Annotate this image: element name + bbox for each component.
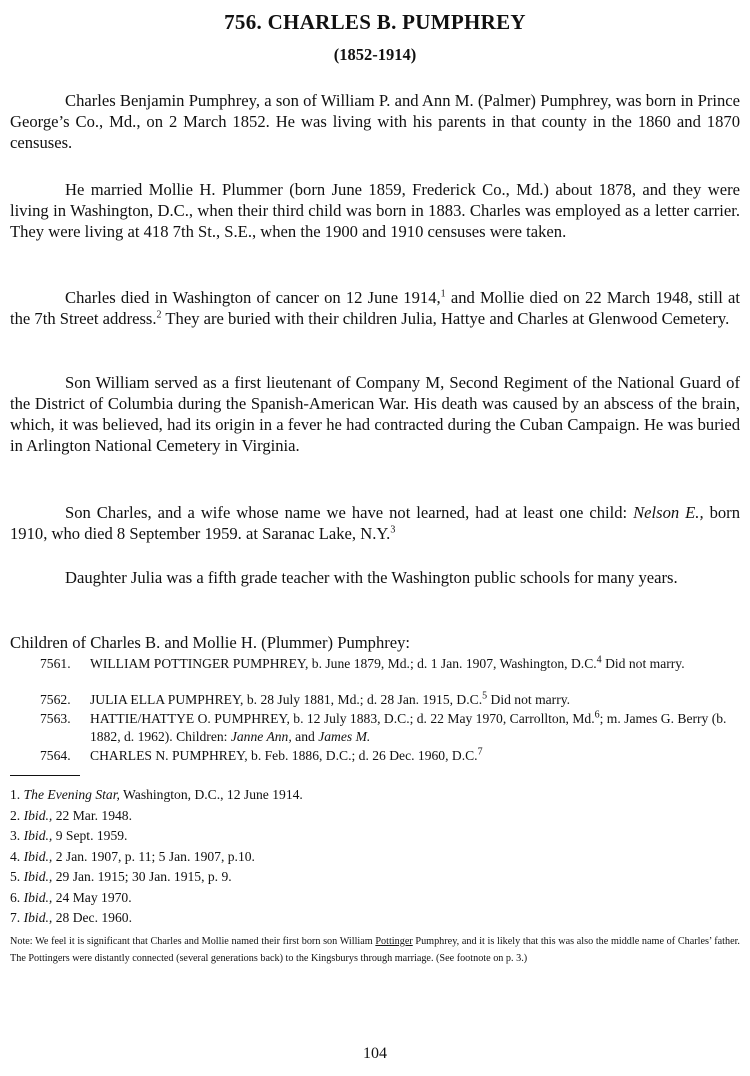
paragraph-death xyxy=(10,287,740,329)
paragraph-text: born 1910, who died 8 September 1959. at Saranac Lake, N.Y. xyxy=(10,503,740,543)
footnote-text: 22 Mar. 1948. xyxy=(52,807,132,823)
paragraph-text: They are buried with their children Julia, Hattye and Charles at Glenwood Cemetery. xyxy=(161,309,730,328)
page-title: 756. CHARLES B. PUMPHREY xyxy=(224,10,526,34)
paragraph-son-charles xyxy=(10,502,740,544)
note-emphasis: Pottinger xyxy=(375,936,413,947)
footnote-text: Washington, D.C., 12 June 1914. xyxy=(119,787,303,802)
grandchild-name: Janne Ann, xyxy=(230,729,292,744)
child-details: CHARLES N. PUMPHREY, b. Feb. 1886, D.C.; d. 26 Dec. 1960, D.C. xyxy=(90,748,478,763)
child-text xyxy=(90,655,740,673)
child-details: and xyxy=(291,729,319,744)
footnote-ref: 2 xyxy=(156,309,162,321)
grandchild-name: James M. xyxy=(318,729,371,744)
footnote xyxy=(10,847,710,868)
paragraph-birth xyxy=(10,90,740,153)
child-text xyxy=(90,747,740,765)
footnote-number: 4. xyxy=(10,848,21,864)
child-entry xyxy=(40,710,740,746)
child-details: Did not marry. xyxy=(487,692,571,707)
footnote-ref: 7 xyxy=(477,746,483,758)
footnote-number: 5. xyxy=(10,869,21,884)
paragraph-son-william xyxy=(10,372,740,456)
footnote-ref: 5 xyxy=(482,690,488,702)
footnote-source: Ibid., xyxy=(23,889,53,905)
footnote-text: 29 Jan. 1915; 30 Jan. 1915, p. 9. xyxy=(52,869,232,884)
child-number: 7563. xyxy=(40,711,71,726)
footnote-text: 24 May 1970. xyxy=(52,889,132,905)
paragraph-marriage xyxy=(10,179,740,242)
footnote-number: 3. xyxy=(10,828,21,843)
footnote-number: 1. xyxy=(10,787,21,802)
paragraph-text: Charles died in Washington of cancer on 12 June 1914, xyxy=(65,288,441,307)
footnote-number: 6. xyxy=(10,889,21,905)
child-details: Did not marry. xyxy=(601,656,685,671)
paragraph-text: Son Charles, and a wife whose name we have not learned, had at least one child: xyxy=(65,503,634,522)
footnote-text: 2 Jan. 1907, p. 11; 5 Jan. 1907, p.10. xyxy=(52,848,255,864)
footnote-number: 7. xyxy=(10,910,21,925)
paragraph-text: Son William served as a first lieutenant of Company M, Second Regiment of the National Guard of the District of Columbia during the Spanish-American War. His death was caused by an abscess of the brain, which, it was believed, had its origin in a fever he had contracted during the Cuban Campaign. He was buried in Arlington National Cemetery in Virginia. xyxy=(10,373,740,455)
footnotes-list xyxy=(10,785,710,929)
paragraph-text: Daughter Julia was a fifth grade teacher with the Washington public schools for many years. xyxy=(65,568,678,587)
footnote xyxy=(10,867,710,888)
child-number: 7562. xyxy=(40,692,71,707)
footnote-source: Ibid., xyxy=(23,848,53,864)
footnote xyxy=(10,888,710,909)
footnote-source: Ibid., xyxy=(23,869,53,884)
child-entry xyxy=(40,691,740,709)
footnote-ref: 1 xyxy=(440,288,446,300)
footnote-ref: 3 xyxy=(390,524,396,536)
note-text: Note: We feel it is significant that Charles and Mollie named their first born son William xyxy=(10,936,376,947)
footnote-text: 9 Sept. 1959. xyxy=(52,828,128,843)
paragraph-daughter-julia xyxy=(10,567,740,588)
note-text: Pumphrey, and it is likely that this was also the middle name of Charles’ father. The Pottingers were distantly connected (several generations back) to the Kingsburys through marriage. (See footnote on p. 3.) xyxy=(10,936,740,964)
paragraph-text: He married Mollie H. Plummer (born June 1859, Frederick Co., Md.) about 1878, and they were living in Washington, D.C., when their third child was born in 1883. Charles was employed as a letter carrier. They were living at 418 7th St., S.E., when the 1900 and 1910 censuses were taken. xyxy=(10,180,740,241)
footnote-ref: 4 xyxy=(596,654,602,666)
footnote xyxy=(10,785,710,806)
child-details: ; m. James G. Berry (b. 1882, d. 1962). Children: xyxy=(90,711,727,744)
child-entry xyxy=(40,655,740,673)
child-details: WILLIAM POTTINGER PUMPHREY, b. June 1879, Md.; d. 1 Jan. 1907, Washington, D.C. xyxy=(90,656,597,671)
child-details: JULIA ELLA PUMPHREY, b. 28 July 1881, Md.; d. 28 Jan. 1915, D.C. xyxy=(90,692,483,707)
child-text xyxy=(90,691,740,709)
child-entry xyxy=(40,747,740,765)
paragraph-text: and Mollie died on 22 March 1948, still at the 7th Street address. xyxy=(10,288,740,328)
footnote xyxy=(10,826,710,847)
child-name: Nelson E., xyxy=(633,503,704,522)
footnote-divider xyxy=(10,775,80,776)
footnote-source: Ibid., xyxy=(23,807,53,823)
child-details: HATTIE/HATTYE O. PUMPHREY, b. 12 July 1883, D.C.; d. 22 May 1970, Carrollton, Md. xyxy=(90,711,595,726)
footnote-source: The Evening Star, xyxy=(23,787,120,802)
footnote xyxy=(10,908,710,929)
footnote-text: 28 Dec. 1960. xyxy=(52,910,132,925)
page-number: 104 xyxy=(363,1045,387,1062)
footnote-number: 2. xyxy=(10,807,21,823)
footnote-source: Ibid., xyxy=(23,828,53,843)
paragraph-text: Charles Benjamin Pumphrey, a son of William P. and Ann M. (Palmer) Pumphrey, was born in Prince George’s Co., Md., on 2 March 1852. He was living with his parents in that county in the 1860 and 1870 censuses. xyxy=(10,91,740,152)
editor-note xyxy=(10,933,740,967)
footnote xyxy=(10,806,710,827)
life-dates: (1852-1914) xyxy=(333,45,417,64)
children-heading: Children of Charles B. and Mollie H. (Plummer) Pumphrey: xyxy=(10,633,411,652)
child-text xyxy=(90,710,740,746)
footnote-ref: 6 xyxy=(594,709,600,721)
child-number: 7564. xyxy=(40,748,71,763)
child-number: 7561. xyxy=(40,656,71,671)
footnote-source: Ibid., xyxy=(23,910,53,925)
